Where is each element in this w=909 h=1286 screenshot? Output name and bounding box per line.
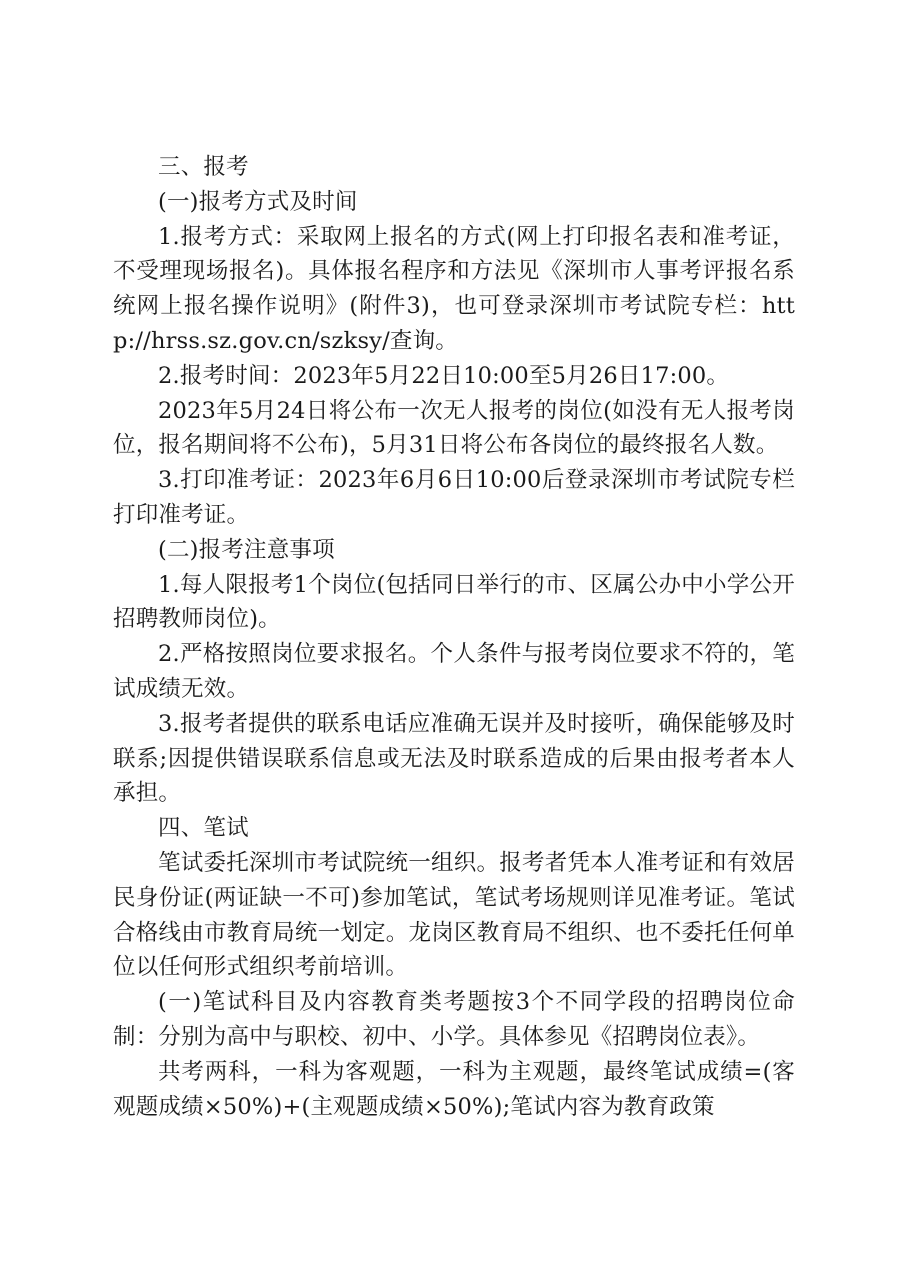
subsection-heading-method-time: (一)报考方式及时间 [158,188,358,215]
paragraph-registration-method: 1.报考方式：采取网上报名的方式(网上打印报名表和准考证，不受理现场报名)。具体报名程序和方法见《深圳市人事考评报名系统网上报名操作说明》(附件3)，也可登录深圳市考试院专栏：http://hrss.sz.gov.cn/szksy/查询。 [113,223,795,354]
paragraph-exam-organization: 笔试委托深圳市考试院统一组织。报考者凭本人准考证和有效居民身份证(两证缺一不可)参加笔试，笔试考场规则详见准考证。笔试合格线由市教育局统一划定。龙岗区教育局不组织、也不委托任何单位以任何形式组织考前培训。 [113,849,795,981]
paragraph-exam-subjects: (一)笔试科目及内容教育类考题按3个不同学段的招聘岗位命制：分别为高中与职校、初中、小学。具体参见《招聘岗位表》。 [113,989,795,1050]
paragraph-exam-scoring: 共考两科，一科为客观题，一科为主观题，最终笔试成绩=(客观题成绩×50%)+(主观题成绩×50%);笔试内容为教育政策 [113,1058,795,1120]
section-heading-registration: 三、报考 [158,154,249,180]
paragraph-note-1: 1.每人限报考1个岗位(包括同日举行的市、区属公办中小学公开招聘教师岗位)。 [113,571,795,633]
paragraph-note-2: 2.严格按照岗位要求报名。个人条件与报考岗位要求不符的，笔试成绩无效。 [113,641,795,702]
paragraph-announcement: 2023年5月24日将公布一次无人报考的岗位(如没有无人报考岗位，报名期间将不公布)，5月31日将公布各岗位的最终报名人数。 [113,397,795,459]
paragraph-registration-time: 2.报考时间：2023年5月22日10:00至5月26日17:00。 [158,362,730,389]
paragraph-note-3: 3.报考者提供的联系电话应准确无误并及时接听，确保能够及时联系;因提供错误联系信息或无法及时联系造成的后果由报考者本人承担。 [113,710,795,807]
subsection-heading-notes: (二)报考注意事项 [158,536,335,563]
paragraph-print-admission: 3.打印准考证：2023年6月6日10:00后登录深圳市考试院专栏打印准考证。 [113,467,795,528]
section-heading-written-exam: 四、笔试 [158,815,249,842]
document-body [113,150,795,1124]
